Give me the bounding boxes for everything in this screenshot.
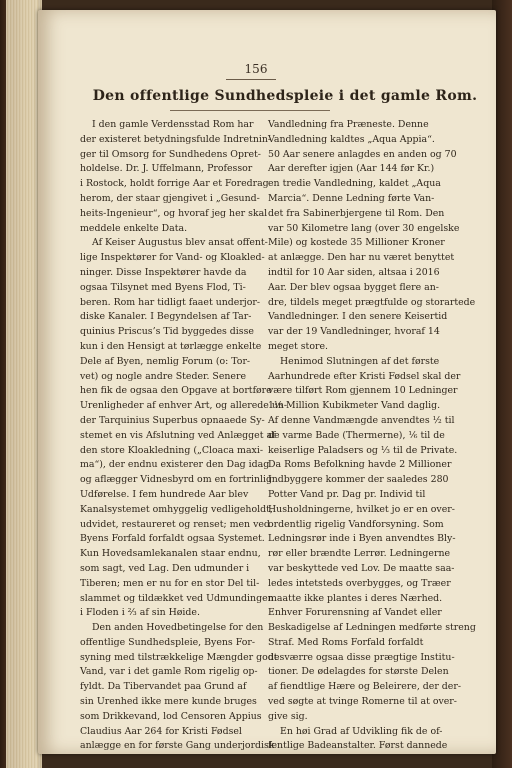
text-line: Enhver Forurensning af Vandet eller — [268, 607, 442, 619]
text-line: Aar. Der blev ogsaa bygget flere an- — [268, 281, 439, 293]
paragraph — [80, 621, 278, 754]
text-line: Claudius Aar 264 for Kristi Fødsel — [80, 725, 242, 737]
text-line: Byens Forfald forfaldt ogsaa Systemet. — [80, 533, 265, 545]
text-line: Straf. Med Roms Forfald forfaldt — [268, 636, 424, 648]
text-line: Vand, var i det gamle Rom rigelig op- — [80, 666, 258, 678]
text-line: Mile) og kostede 35 Millioner Kroner — [268, 237, 445, 249]
text-line: diske Kanaler. I Begyndelsen af Tar- — [80, 311, 252, 323]
text-line: vet) og nogle andre Steder. Senere — [80, 370, 247, 382]
text-line: de varme Bade (Thermerne), ⅙ til de — [268, 429, 445, 441]
title-rule — [170, 110, 330, 111]
text-line: Marcia“. Denne Ledning førte Van- — [268, 192, 435, 204]
text-line: hen fik de ogsaa den Opgave at bortføre — [80, 385, 272, 397]
text-line: ma“), der endnu existerer den Dag idag — [80, 459, 270, 471]
text-line: lige Inspektører for Vand- og Kloakled- — [80, 252, 265, 264]
text-line: Urenligheder af enhver Art, og allerede un- — [80, 400, 288, 412]
text-line: meget store. — [268, 340, 328, 352]
text-line: en tredie Vandledning, kaldet „Aqua — [268, 178, 441, 190]
text-line: af fiendtlige Hære og Beleirere, der der- — [268, 681, 462, 693]
text-line: den store Kloakledning („Cloaca maxi- — [80, 444, 263, 456]
text-line: I den gamle Verdensstad Rom har — [92, 119, 254, 130]
text-line: 50 Aar senere anlagdes en anden og 70 — [268, 148, 457, 160]
text-line: En høi Grad af Udvikling fik de of- — [280, 725, 443, 737]
text-line: Aar derefter igjen (Aar 144 før Kr.) — [268, 163, 435, 175]
text-line: herom, der staar gjengivet i „Gesund- — [80, 192, 260, 204]
text-line: rør eller brændte Lerrør. Ledningerne — [268, 548, 451, 560]
text-line: Beskadigelse af Ledningen medførte streng — [268, 622, 476, 634]
text-line: Aarhundrede efter Kristi Fødsel skal der — [268, 370, 461, 382]
text-line: som Drikkevand, lod Censoren Appius — [80, 710, 262, 722]
text-line: give sig. — [268, 710, 308, 722]
text-line: Husholdningerne, hvilket jo er en over- — [268, 503, 455, 515]
text-line: kun i den Hensigt at tørlægge enkelte — [80, 340, 262, 352]
paragraph — [268, 355, 476, 725]
right-column — [268, 118, 476, 754]
text-line: at anlægge. Den har nu været benyttet — [268, 252, 455, 264]
paragraph — [268, 725, 448, 755]
text-line: Den anden Hovedbetingelse for den — [92, 622, 264, 634]
text-line: ninger. Disse Inspektører havde da — [80, 266, 247, 278]
text-line: offentlige Sundhedspleie, Byens For- — [80, 636, 255, 648]
text-line: holdelse. Dr. J. Uffelmann, Professor — [80, 163, 253, 175]
page-number: 156 — [244, 62, 268, 76]
text-line: tioner. De ødelagdes for største Delen — [268, 666, 449, 678]
text-line: Dele af Byen, nemlig Forum (o: Tor- — [80, 355, 251, 367]
text-line: fentlige Badeanstalter. Først dannede — [268, 740, 448, 752]
text-line: quinius Priscus’s Tid byggedes disse — [80, 326, 254, 338]
text-line: det fra Sabinerbjergene til Rom. Den — [268, 207, 445, 219]
text-line: stemet en vis Afslutning ved Anlægget af — [80, 429, 276, 441]
text-line: Kun Hovedsamlekanalen staar endnu, — [80, 548, 261, 560]
text-line: meddele enkelte Data. — [80, 222, 188, 234]
text-line: der existeret betydningsfulde Indretnin- — [80, 133, 272, 145]
text-line: i Rostock, holdt forrige Aar et Foredrag — [80, 178, 269, 190]
text-line: anlægge en for første Gang underjordisk — [80, 740, 275, 752]
text-line: udvidet, restaureret og renset; men ved — [80, 518, 270, 530]
text-line: Kanalsystemet omhyggelig vedligeholdt, — [80, 503, 273, 515]
text-line: være tilført Rom gjennem 10 Ledninger — [268, 385, 458, 397]
text-line: desværre ogsaa disse prægtige Institu- — [268, 651, 455, 663]
text-line: ger til Omsorg for Sundhedens Opret- — [80, 148, 261, 160]
text-line: indtil for 10 Aar siden, altsaa i 2016 — [268, 266, 440, 278]
text-line: som sagt, ved Lag. Den udmunder i — [80, 562, 250, 574]
page-number-rule — [226, 79, 276, 80]
text-line: Udførelse. I fem hundrede Aar blev — [80, 488, 249, 500]
text-line: keiserlige Paladsers og ⅓ til de Private. — [268, 444, 458, 456]
text-line: Henimod Slutningen af det første — [280, 355, 440, 367]
text-line: var 50 Kilometre lang (over 30 engelske — [268, 222, 460, 234]
text-line: maatte ikke plantes i deres Nærhed. — [268, 592, 443, 604]
text-line: dre, tildels meget prægtfulde og storartede — [268, 296, 476, 308]
text-line: Potter Vand pr. Dag pr. Individ til — [268, 488, 426, 500]
text-line: var der 19 Vandledninger, hvoraf 14 — [268, 326, 440, 338]
text-line: Vandledninger. I den senere Keisertid — [268, 311, 448, 323]
paragraph — [80, 236, 288, 621]
text-line: Tiberen; men er nu for en stor Del til- — [80, 577, 260, 589]
text-line: Vandledning kaldtes „Aqua Appia“. — [268, 133, 435, 145]
text-line: Indbyggere kommer der saaledes 280 — [268, 474, 449, 486]
text-line: i Floden i ⅔ af sin Høide. — [80, 607, 200, 619]
text-line: og aflægger Vidnesbyrd om en fortrinlig — [80, 474, 273, 486]
text-line: ordentlig rigelig Vandforsyning. Som — [268, 518, 444, 530]
text-line: Af denne Vandmængde anvendtes ½ til — [268, 414, 455, 426]
paragraph — [268, 118, 476, 355]
text-line: 1⅓ Million Kubikmeter Vand daglig. — [268, 400, 441, 412]
text-line: ogsaa Tilsynet med Byens Flod, Ti- — [80, 281, 246, 293]
text-line: slammet og tildækket ved Udmundingen — [80, 592, 274, 604]
text-line: Af Keiser Augustus blev ansat offent- — [92, 237, 268, 249]
text-line: sin Urenhed ikke mere kunde bruges — [80, 696, 257, 708]
text-line: heits-Ingenieur“, og hvoraf jeg her skal — [80, 207, 268, 219]
text-line: ved søgte at tvinge Romerne til at over- — [268, 696, 457, 708]
text-line: Vandledning fra Præneste. Denne — [268, 119, 429, 130]
text-line: ledes intetsteds overbygges, og Træer — [268, 577, 451, 589]
page-edges — [6, 0, 42, 768]
text-line: var beskyttede ved Lov. De maatte saa- — [268, 562, 455, 574]
text-line: Ledningsrør inde i Byen anvendtes Bly- — [268, 533, 456, 545]
text-line: beren. Rom har tidligt faaet underjor- — [80, 296, 261, 308]
paragraph — [80, 118, 272, 236]
text-line: syning med tilstrækkelige Mængder godt — [80, 651, 278, 663]
text-line: Da Roms Befolkning havde 2 Millioner — [268, 459, 452, 471]
text-line: der Tarquinius Superbus opnaaede Sy- — [80, 414, 265, 426]
text-line: fyldt. Da Tibervandet paa Grund af — [80, 681, 247, 693]
article-title: Den offentlige Sundhedspleie i det gamle Rom. — [92, 88, 478, 104]
